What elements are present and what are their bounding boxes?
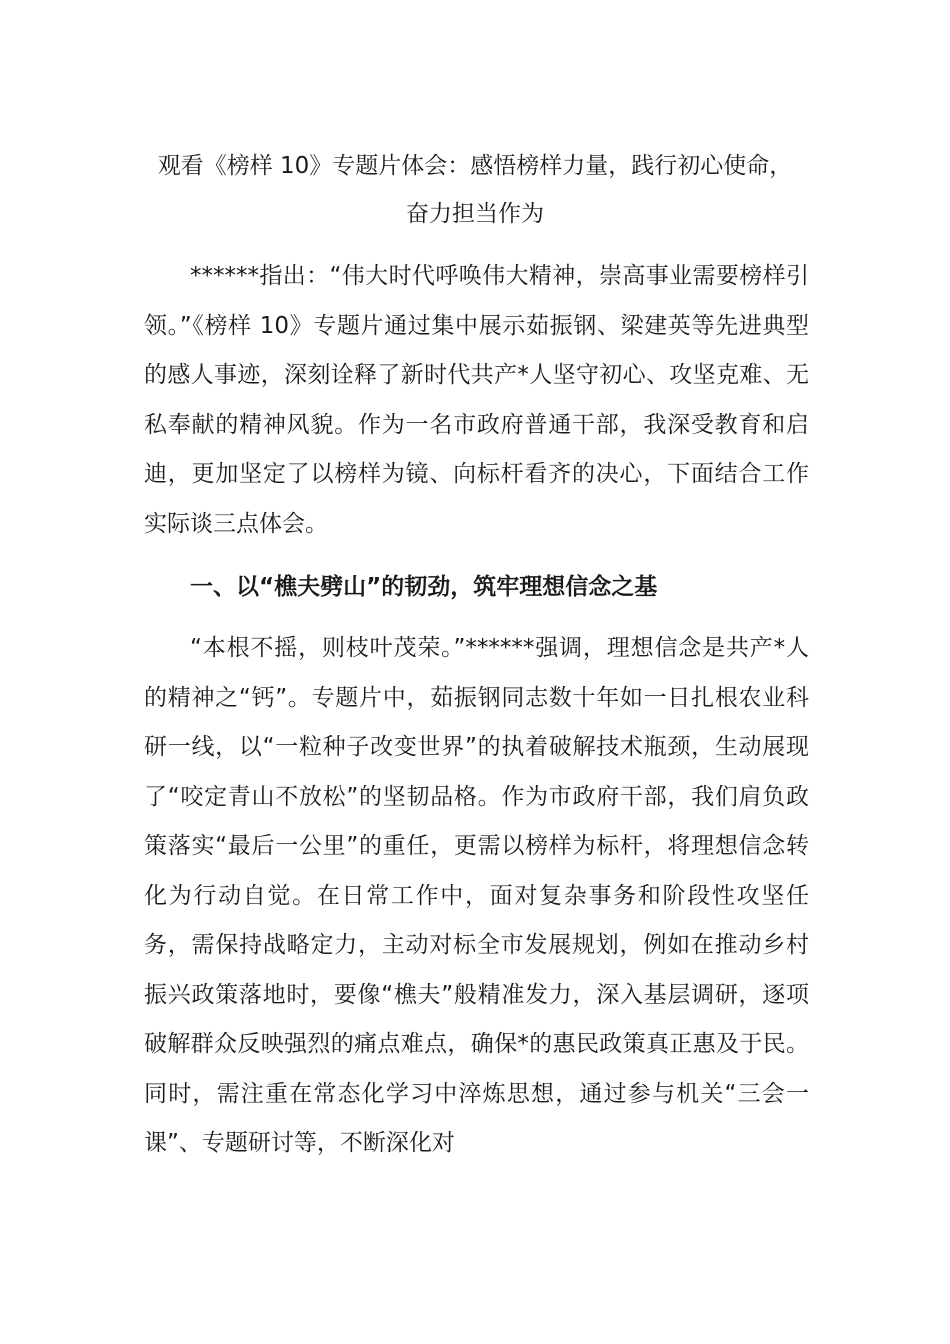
document-body xyxy=(144,252,809,549)
document-title xyxy=(140,142,810,238)
title-line-1: 观看《榜样 10》专题片体会：感悟榜样力量，践行初心使命， xyxy=(157,153,793,179)
title-line-2: 奋力担当作为 xyxy=(406,201,544,227)
section-1-heading: 一、以“樵夫劈山”的韧劲，筑牢理想信念之基 xyxy=(190,574,658,600)
intro-paragraph: ******指出：“伟大时代呼唤伟大精神，崇高事业需要榜样引领。”《榜样 10》专题片通过集中展示茹振钢、梁建英等先进典型的感人事迹，深刻诠释了新时代共产*人坚守初心、攻坚克难、无私奉献的精神风貌。作为一名市政府普通干部，我深受教育和启迪，更加坚定了以榜样为镜、向标杆看齐的决心，下面结合工作实际谈三点体会。 xyxy=(144,263,809,537)
section-1-paragraph: “本根不摇，则枝叶茂荣。”******强调，理想信念是共产*人的精神之“钙”。专题片中，茹振钢同志数十年如一日扎根农业科研一线，以“一粒种子改变世界”的执着破解技术瓶颈，生动展现了“咬定青山不放松”的坚韧品格。作为市政府干部，我们肩负政策落实“最后一公里”的重任，更需以榜样为标杆，将理想信念转化为行动自觉。在日常工作中，面对复杂事务和阶段性攻坚任务，需保持战略定力，主动对标全市发展规划，例如在推动乡村振兴政策落地时，要像“樵夫”般精准发力，深入基层调研，逐项破解群众反映强烈的痛点难点，确保*的惠民政策真正惠及于民。同时，需注重在常态化学习中淬炼思想，通过参与机关“三会一课”、专题研讨等，不断深化对 xyxy=(144,635,809,1156)
section-1-content xyxy=(144,624,809,1169)
section-1 xyxy=(144,563,809,613)
